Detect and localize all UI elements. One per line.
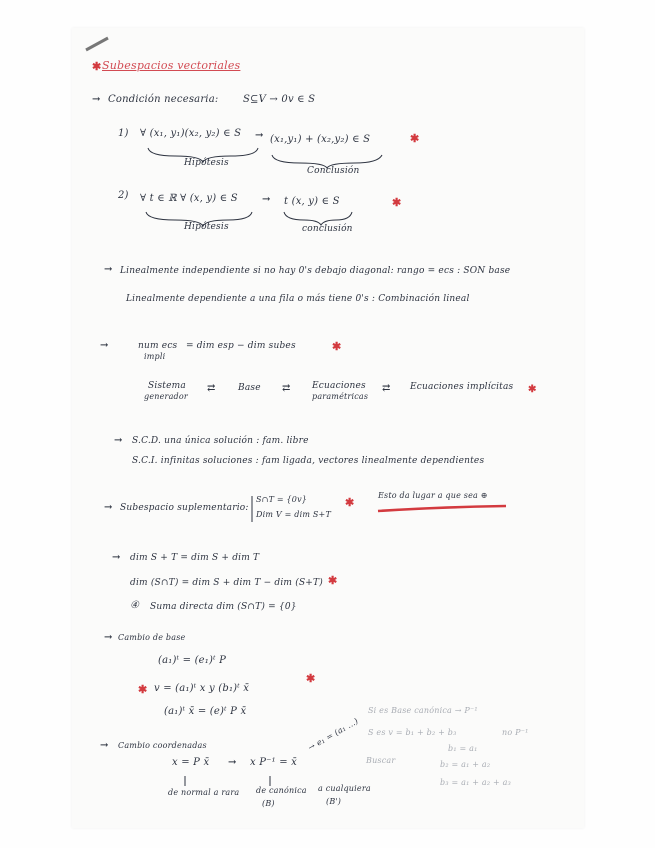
double-arrow: ⇄	[207, 383, 216, 394]
red-star: ✱	[528, 384, 537, 395]
red-star: ✱	[138, 683, 148, 696]
dim-sum: dim S + T = dim S + dim T	[130, 553, 260, 563]
coords-sub2: de canónica	[256, 786, 307, 795]
change-coords-diag: → e₁ = (a₁ ...)	[306, 716, 360, 753]
red-star: ✱	[328, 574, 338, 587]
change-basis-e3: (a₁)ᵗ x̄ = (e)ᵗ P x̄	[164, 706, 247, 717]
coords-arrow: →	[228, 757, 237, 768]
dim-direct: Suma directa dim (S∩T) = {0}	[150, 602, 297, 612]
cond2-hypothesis: Hipótesis	[184, 222, 229, 232]
red-star: ✱	[345, 496, 355, 509]
pencil-note-3: b₁ = a₁	[448, 744, 478, 753]
double-arrow: ⇄	[282, 383, 291, 394]
bullet-arrow: →	[114, 435, 123, 446]
chain-sistema: Sistema	[148, 381, 186, 391]
necessary-formula: S⊆V → 0v ∈ S	[243, 94, 316, 105]
cond1-lhs: ∀ (x₁, y₁)(x₂, y₂) ∈ S	[140, 128, 242, 139]
bullet-arrow: →	[104, 502, 113, 513]
change-coords-eq2: x P⁻¹ = x̄	[250, 757, 298, 768]
red-star: ✱	[392, 196, 402, 209]
cond1-arrow: →	[255, 130, 264, 141]
num-ecs-rhs: = dim esp − dim subes	[186, 341, 296, 351]
dim-intersection: dim (S∩T) = dim S + dim T − dim (S+T)	[130, 578, 323, 588]
linear-dependent: Linealmente dependiente a una fila o más tiene 0's : Combinación lineal	[126, 294, 470, 304]
cond1-hypothesis: Hipótesis	[184, 158, 229, 168]
dim-direct-num: ④	[130, 600, 140, 611]
double-arrow: ⇄	[382, 383, 391, 394]
chain-ecuaciones: Ecuaciones	[312, 381, 366, 391]
bullet-arrow: →	[112, 552, 121, 563]
supplement-l1: S∩T = {0v}	[256, 495, 308, 504]
change-coords-label: Cambio coordenadas	[118, 741, 207, 750]
supplement-note: Esto da lugar a que sea ⊕	[378, 491, 488, 500]
num-ecs: num ecs	[138, 341, 178, 351]
coords-sub3b: (B')	[326, 797, 342, 806]
cond2-arrow: →	[262, 194, 271, 205]
pencil-note-5: b₃ = a₁ + a₂ + a₃	[440, 778, 512, 787]
linear-independent: Linealmente independiente si no hay 0's debajo diagonal: rango = ecs : SON base	[120, 266, 511, 276]
coords-sub2b: (B)	[262, 799, 275, 808]
bullet-arrow: →	[100, 740, 109, 751]
coords-sub3: a cualquiera	[318, 784, 371, 793]
coords-sub1: de normal a rara	[168, 788, 240, 797]
pencil-note-2: S es v = b₁ + b₂ + b₃	[368, 728, 457, 737]
page-title: Subespacios vectoriales	[102, 59, 241, 72]
red-star: ✱	[306, 672, 316, 685]
paper-sheet	[72, 28, 584, 828]
title-bullet: ✱	[92, 60, 102, 73]
pencil-note-1: Si es Base canónica → P⁻¹	[368, 706, 478, 715]
system-scd: S.C.D. una única solución : fam. libre	[132, 436, 309, 446]
cond2-num: 2)	[118, 190, 129, 201]
cond2-conclusion: conclusión	[302, 224, 353, 234]
bullet-arrow: →	[100, 340, 109, 351]
system-sci: S.C.I. infinitas soluciones : fam ligada, vectores linealmente dependientes	[132, 456, 485, 466]
change-basis-label: Cambio de base	[118, 633, 186, 642]
supplement-l2: Dim V = dim S+T	[256, 510, 331, 519]
cond2-lhs: ∀ t ∈ ℝ ∀ (x, y) ∈ S	[140, 193, 238, 204]
pencil-note-6: Buscar	[366, 756, 396, 765]
change-coords-eq1: x = P x̄	[172, 757, 210, 768]
num-ecs-impl: impli	[144, 352, 166, 361]
red-star: ✱	[332, 340, 342, 353]
bullet-arrow: →	[104, 264, 113, 275]
chain-implicitas: Ecuaciones implícitas	[410, 382, 514, 392]
change-basis-e2: v = (a₁)ᵗ x y (b₁)ᵗ x̄	[154, 683, 250, 694]
bullet-arrow: →	[92, 94, 101, 105]
necessary-label: Condición necesaria:	[108, 94, 219, 105]
cond1-rhs: (x₁,y₁) + (x₂,y₂) ∈ S	[270, 134, 371, 145]
bullet-arrow: →	[104, 632, 113, 643]
chain-base: Base	[238, 383, 261, 393]
chain-generador: generador	[144, 392, 188, 401]
change-basis-e1: (a₁)ᵗ = (e₁)ᵗ P	[158, 655, 227, 666]
pencil-note-4: b₂ = a₁ + a₂	[440, 760, 491, 769]
supplement-label: Subespacio suplementario:	[120, 503, 249, 513]
chain-parametricas: paramétricas	[312, 392, 369, 401]
cond1-num: 1)	[118, 128, 129, 139]
pencil-note-2b: no P⁻¹	[502, 728, 529, 737]
cond1-conclusion: Conclusión	[307, 166, 360, 176]
cond2-rhs: t (x, y) ∈ S	[284, 196, 340, 207]
red-star: ✱	[410, 132, 420, 145]
